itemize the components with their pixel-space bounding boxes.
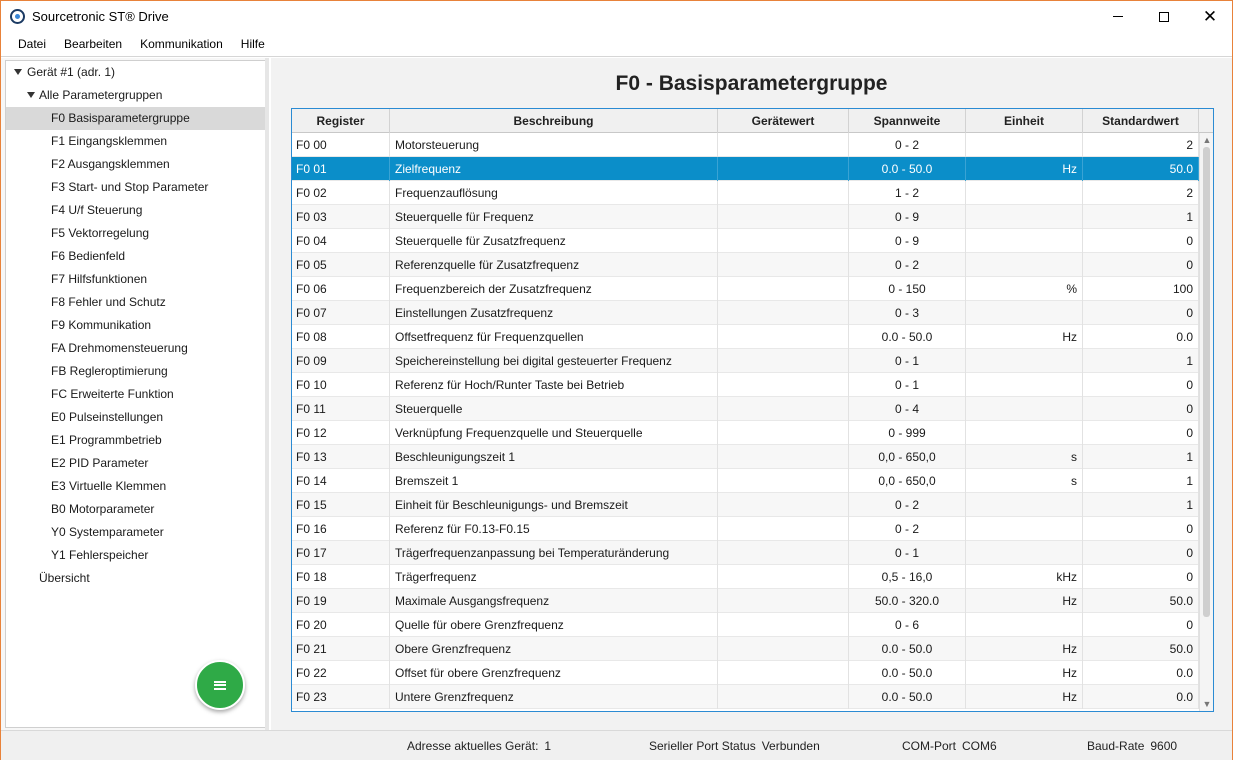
cell-spannweite: 0 - 3 [849, 301, 966, 325]
cell-einheit: Hz [966, 325, 1083, 349]
cell-register: F0 02 [292, 181, 390, 205]
cell-spannweite: 0 - 2 [849, 493, 966, 517]
cell-spannweite: 0 - 9 [849, 229, 966, 253]
cell-geraetewert[interactable] [718, 421, 849, 445]
cell-beschreibung: Verknüpfung Frequenzquelle und Steuerquelle [390, 421, 718, 445]
status-address [407, 739, 557, 753]
table-row[interactable] [292, 325, 1199, 349]
column-header-register[interactable]: Register [292, 109, 390, 133]
minimize-icon [1113, 16, 1123, 17]
cell-spannweite: 0,0 - 650,0 [849, 445, 966, 469]
splitter[interactable] [265, 58, 269, 730]
app-logo-icon [10, 9, 25, 24]
cell-einheit: Hz [966, 685, 1083, 709]
cell-beschreibung: Quelle für obere Grenzfrequenz [390, 613, 718, 637]
cell-register: F0 00 [292, 133, 390, 157]
tree-item[interactable] [6, 429, 266, 452]
main-panel [271, 58, 1232, 730]
column-header-einheit[interactable]: Einheit [966, 109, 1083, 133]
table-row[interactable] [292, 661, 1199, 685]
table-body [292, 133, 1199, 711]
cell-standardwert: 0 [1083, 613, 1199, 637]
cell-register: F0 17 [292, 541, 390, 565]
status-com [902, 739, 1003, 753]
page-title: F0 - Basisparametergruppe [615, 72, 888, 95]
cell-register: F0 22 [292, 661, 390, 685]
tree-item[interactable] [6, 176, 266, 199]
cell-geraetewert[interactable] [718, 229, 849, 253]
status-bar [1, 730, 1232, 760]
table-header [292, 109, 1213, 133]
cell-einheit [966, 229, 1083, 253]
cell-einheit [966, 181, 1083, 205]
cell-einheit: Hz [966, 661, 1083, 685]
cell-geraetewert[interactable] [718, 637, 849, 661]
menu-kommunikation[interactable]: Kommunikation [140, 37, 223, 51]
status-com-value: COM6 [962, 739, 997, 753]
cell-register: F0 03 [292, 205, 390, 229]
status-port-label: Serieller Port Status [649, 739, 756, 753]
table-row[interactable] [292, 229, 1199, 253]
scroll-up-icon[interactable]: ▲ [1202, 135, 1212, 145]
cell-beschreibung: Einheit für Beschleunigungs- und Bremszeit [390, 493, 718, 517]
maximize-button[interactable] [1141, 1, 1187, 32]
cell-spannweite: 0.0 - 50.0 [849, 685, 966, 709]
cell-beschreibung: Frequenzauflösung [390, 181, 718, 205]
menu-hilfe[interactable]: Hilfe [240, 37, 265, 51]
table-row[interactable] [292, 517, 1199, 541]
expand-arrow-icon[interactable] [14, 69, 22, 75]
table-row[interactable] [292, 157, 1199, 181]
table-row[interactable] [292, 565, 1199, 589]
status-port [649, 739, 826, 753]
cell-beschreibung: Steuerquelle für Frequenz [390, 205, 718, 229]
table-row[interactable] [292, 445, 1199, 469]
cell-einheit [966, 493, 1083, 517]
table-row[interactable] [292, 637, 1199, 661]
cell-geraetewert[interactable] [718, 589, 849, 613]
tree-item[interactable] [6, 314, 266, 337]
cell-standardwert: 0 [1083, 421, 1199, 445]
cell-spannweite: 0 - 6 [849, 613, 966, 637]
tree-item-label: E2 PID Parameter [51, 456, 149, 470]
cell-register: F0 16 [292, 517, 390, 541]
table-row[interactable] [292, 373, 1199, 397]
cell-spannweite: 0 - 1 [849, 349, 966, 373]
cell-beschreibung: Trägerfrequenz [390, 565, 718, 589]
tree-item-label: FA Drehmomensteuerung [51, 341, 188, 355]
minimize-button[interactable] [1095, 1, 1141, 32]
tree-item-label: E3 Virtuelle Klemmen [51, 479, 167, 493]
tree-item[interactable] [6, 153, 266, 176]
cell-beschreibung: Motorsteuerung [390, 133, 718, 157]
tree-item[interactable] [6, 291, 266, 314]
tree-item-label: FC Erweiterte Funktion [51, 387, 174, 401]
parameter-table [291, 108, 1214, 712]
cell-spannweite: 0.0 - 50.0 [849, 637, 966, 661]
status-address-value: 1 [544, 739, 552, 753]
status-baud-label: Baud-Rate [1087, 739, 1145, 753]
cell-spannweite: 0 - 4 [849, 397, 966, 421]
tree-item-label: E1 Programmbetrieb [51, 433, 162, 447]
cell-standardwert: 0 [1083, 397, 1199, 421]
cell-register: F0 09 [292, 349, 390, 373]
cell-beschreibung: Trägerfrequenzanpassung bei Temperaturänderung [390, 541, 718, 565]
cell-geraetewert[interactable] [718, 541, 849, 565]
column-header-geraetewert[interactable]: Gerätewert [718, 109, 849, 133]
tree-item[interactable] [6, 199, 266, 222]
table-row[interactable] [292, 349, 1199, 373]
cell-einheit [966, 517, 1083, 541]
tree-item[interactable] [6, 107, 266, 130]
cell-standardwert: 50.0 [1083, 589, 1199, 613]
hamburger-icon [214, 681, 226, 690]
cell-geraetewert[interactable] [718, 565, 849, 589]
cell-beschreibung: Frequenzbereich der Zusatzfrequenz [390, 277, 718, 301]
cell-einheit [966, 205, 1083, 229]
tree-item[interactable] [6, 130, 266, 153]
cell-geraetewert[interactable] [718, 613, 849, 637]
cell-beschreibung: Maximale Ausgangsfrequenz [390, 589, 718, 613]
cell-beschreibung: Steuerquelle [390, 397, 718, 421]
cell-standardwert: 0 [1083, 373, 1199, 397]
cell-beschreibung: Offset für obere Grenzfrequenz [390, 661, 718, 685]
cell-standardwert: 2 [1083, 133, 1199, 157]
cell-einheit [966, 613, 1083, 637]
expand-arrow-icon[interactable] [27, 92, 35, 98]
cell-spannweite: 0.0 - 50.0 [849, 661, 966, 685]
tree-group-all[interactable] [6, 84, 266, 107]
cell-einheit: s [966, 445, 1083, 469]
cell-register: F0 13 [292, 445, 390, 469]
tree-item-label: F6 Bedienfeld [51, 249, 126, 263]
cell-geraetewert[interactable] [718, 493, 849, 517]
tree-item[interactable] [6, 268, 266, 291]
cell-standardwert: 0.0 [1083, 661, 1199, 685]
tree-item-label: Y0 Systemparameter [51, 525, 164, 539]
table-row[interactable] [292, 493, 1199, 517]
tree-item-label: F7 Hilfsfunktionen [51, 272, 148, 286]
cell-geraetewert[interactable] [718, 445, 849, 469]
cell-register: F0 01 [292, 157, 390, 181]
table-row[interactable] [292, 421, 1199, 445]
cell-register: F0 18 [292, 565, 390, 589]
cell-register: F0 11 [292, 397, 390, 421]
tree-root-device[interactable] [6, 61, 266, 84]
status-baud [1087, 739, 1183, 753]
cell-geraetewert[interactable] [718, 277, 849, 301]
menu-bar [1, 32, 1232, 57]
cell-spannweite: 0.0 - 50.0 [849, 325, 966, 349]
scrollbar-thumb[interactable] [1203, 147, 1210, 617]
table-row[interactable] [292, 397, 1199, 421]
table-row[interactable] [292, 253, 1199, 277]
tree-item[interactable] [6, 452, 266, 475]
cell-register: F0 08 [292, 325, 390, 349]
table-scrollbar[interactable] [1199, 133, 1213, 711]
cell-standardwert: 1 [1083, 493, 1199, 517]
table-row[interactable] [292, 685, 1199, 709]
cell-standardwert: 0.0 [1083, 325, 1199, 349]
cell-beschreibung: Obere Grenzfrequenz [390, 637, 718, 661]
cell-einheit [966, 421, 1083, 445]
status-port-value: Verbunden [761, 739, 820, 753]
cell-register: F0 07 [292, 301, 390, 325]
tree-item-label: Y1 Fehlerspeicher [51, 548, 149, 562]
cell-standardwert: 0 [1083, 301, 1199, 325]
tree-item-label: F5 Vektorregelung [51, 226, 150, 240]
tree-item[interactable] [6, 521, 266, 544]
column-header-standardwert[interactable]: Standardwert [1083, 109, 1199, 133]
cell-spannweite: 0,0 - 650,0 [849, 469, 966, 493]
cell-geraetewert[interactable] [718, 157, 849, 181]
cell-register: F0 04 [292, 229, 390, 253]
tree-item[interactable] [6, 360, 266, 383]
sidebar [1, 58, 267, 730]
cell-spannweite: 0 - 2 [849, 133, 966, 157]
tree-group-label: Alle Parametergruppen [39, 88, 163, 102]
cell-geraetewert[interactable] [718, 253, 849, 277]
cell-standardwert: 1 [1083, 469, 1199, 493]
tree-item-label: F2 Ausgangsklemmen [51, 157, 170, 171]
cell-einheit: Hz [966, 589, 1083, 613]
tree-item-label: F9 Kommunikation [51, 318, 152, 332]
cell-geraetewert[interactable] [718, 181, 849, 205]
table-row[interactable] [292, 541, 1199, 565]
cell-standardwert: 1 [1083, 349, 1199, 373]
cell-geraetewert[interactable] [718, 205, 849, 229]
table-row[interactable] [292, 301, 1199, 325]
cell-standardwert: 100 [1083, 277, 1199, 301]
cell-standardwert: 0.0 [1083, 685, 1199, 709]
cell-einheit [966, 541, 1083, 565]
tree-item-label: F1 Eingangsklemmen [51, 134, 168, 148]
cell-beschreibung: Offsetfrequenz für Frequenzquellen [390, 325, 718, 349]
status-baud-value: 9600 [1150, 739, 1178, 753]
cell-register: F0 10 [292, 373, 390, 397]
cell-beschreibung: Zielfrequenz [390, 157, 718, 181]
cell-geraetewert[interactable] [718, 133, 849, 157]
tree-item-label: B0 Motorparameter [51, 502, 155, 516]
cell-register: F0 23 [292, 685, 390, 709]
table-row[interactable] [292, 205, 1199, 229]
menu-bearbeiten[interactable]: Bearbeiten [64, 37, 123, 51]
cell-geraetewert[interactable] [718, 685, 849, 709]
title-bar [1, 1, 1232, 32]
cell-geraetewert[interactable] [718, 661, 849, 685]
maximize-icon [1159, 12, 1169, 22]
menu-datei[interactable]: Datei [18, 37, 47, 51]
cell-einheit: % [966, 277, 1083, 301]
cell-spannweite: 0 - 999 [849, 421, 966, 445]
cell-register: F0 19 [292, 589, 390, 613]
window-title: Sourcetronic ST® Drive [32, 9, 169, 24]
cell-spannweite: 1 - 2 [849, 181, 966, 205]
cell-geraetewert[interactable] [718, 517, 849, 541]
tree-item[interactable] [6, 383, 266, 406]
tree-item[interactable] [6, 222, 266, 245]
cell-einheit [966, 253, 1083, 277]
table-row[interactable] [292, 613, 1199, 637]
table-row[interactable] [292, 469, 1199, 493]
close-icon: ✕ [1202, 6, 1218, 26]
tree-item[interactable] [6, 245, 266, 268]
cell-einheit: kHz [966, 565, 1083, 589]
cell-standardwert: 2 [1083, 181, 1199, 205]
column-header-spannweite[interactable]: Spannweite [849, 109, 966, 133]
cell-register: F0 05 [292, 253, 390, 277]
tree-item-label: F0 Basisparametergruppe [51, 111, 190, 125]
cell-register: F0 21 [292, 637, 390, 661]
menu-fab-button[interactable] [195, 660, 245, 710]
table-row[interactable] [292, 277, 1199, 301]
cell-register: F0 12 [292, 421, 390, 445]
cell-spannweite: 0 - 1 [849, 541, 966, 565]
cell-beschreibung: Referenzquelle für Zusatzfrequenz [390, 253, 718, 277]
column-header-beschreibung[interactable]: Beschreibung [390, 109, 718, 133]
tree-item-label: FB Regleroptimierung [51, 364, 168, 378]
cell-beschreibung: Steuerquelle für Zusatzfrequenz [390, 229, 718, 253]
table-row[interactable] [292, 133, 1199, 157]
cell-spannweite: 0,5 - 16,0 [849, 565, 966, 589]
cell-beschreibung: Referenz für Hoch/Runter Taste bei Betrieb [390, 373, 718, 397]
tree-root-label: Gerät #1 (adr. 1) [27, 65, 116, 79]
cell-einheit: s [966, 469, 1083, 493]
cell-beschreibung: Bremszeit 1 [390, 469, 718, 493]
cell-standardwert: 1 [1083, 205, 1199, 229]
scroll-down-icon[interactable]: ▼ [1202, 699, 1212, 709]
cell-spannweite: 0 - 150 [849, 277, 966, 301]
cell-beschreibung: Referenz für F0.13-F0.15 [390, 517, 718, 541]
cell-geraetewert[interactable] [718, 349, 849, 373]
status-address-label: Adresse aktuelles Gerät: [407, 739, 539, 753]
cell-register: F0 06 [292, 277, 390, 301]
cell-einheit [966, 373, 1083, 397]
cell-register: F0 14 [292, 469, 390, 493]
cell-register: F0 15 [292, 493, 390, 517]
cell-standardwert: 50.0 [1083, 637, 1199, 661]
tree-item[interactable] [6, 498, 266, 521]
cell-einheit [966, 397, 1083, 421]
table-row[interactable] [292, 589, 1199, 613]
tree-item[interactable] [6, 337, 266, 360]
cell-geraetewert[interactable] [718, 301, 849, 325]
parameter-tree [5, 60, 267, 728]
cell-spannweite: 50.0 - 320.0 [849, 589, 966, 613]
cell-beschreibung: Beschleunigungszeit 1 [390, 445, 718, 469]
tree-item-label: F4 U/f Steuerung [51, 203, 143, 217]
cell-beschreibung: Einstellungen Zusatzfrequenz [390, 301, 718, 325]
cell-einheit: Hz [966, 637, 1083, 661]
cell-standardwert: 0 [1083, 253, 1199, 277]
tree-item-overview[interactable] [6, 567, 266, 590]
cell-einheit [966, 133, 1083, 157]
cell-einheit [966, 301, 1083, 325]
cell-spannweite: 0 - 1 [849, 373, 966, 397]
tree-item[interactable] [6, 475, 266, 498]
tree-item[interactable] [6, 406, 266, 429]
tree-item[interactable] [6, 544, 266, 567]
cell-spannweite: 0 - 9 [849, 205, 966, 229]
cell-einheit [966, 349, 1083, 373]
cell-geraetewert[interactable] [718, 325, 849, 349]
cell-standardwert: 0 [1083, 541, 1199, 565]
cell-geraetewert[interactable] [718, 397, 849, 421]
cell-standardwert: 0 [1083, 517, 1199, 541]
cell-standardwert: 0 [1083, 229, 1199, 253]
tree-item-label: E0 Pulseinstellungen [51, 410, 164, 424]
table-row[interactable] [292, 181, 1199, 205]
cell-standardwert: 0 [1083, 565, 1199, 589]
cell-spannweite: 0 - 2 [849, 517, 966, 541]
tree-item-label: F8 Fehler und Schutz [51, 295, 166, 309]
cell-beschreibung: Speichereinstellung bei digital gesteuerter Frequenz [390, 349, 718, 373]
cell-register: F0 20 [292, 613, 390, 637]
tree-item-label: F3 Start- und Stop Parameter [51, 180, 209, 194]
cell-geraetewert[interactable] [718, 469, 849, 493]
status-com-label: COM-Port [902, 739, 956, 753]
cell-standardwert: 1 [1083, 445, 1199, 469]
close-button[interactable] [1187, 1, 1233, 32]
cell-beschreibung: Untere Grenzfrequenz [390, 685, 718, 709]
cell-spannweite: 0 - 2 [849, 253, 966, 277]
cell-einheit: Hz [966, 157, 1083, 181]
cell-standardwert: 50.0 [1083, 157, 1199, 181]
cell-spannweite: 0.0 - 50.0 [849, 157, 966, 181]
tree-item-label: Übersicht [39, 571, 90, 585]
cell-geraetewert[interactable] [718, 373, 849, 397]
